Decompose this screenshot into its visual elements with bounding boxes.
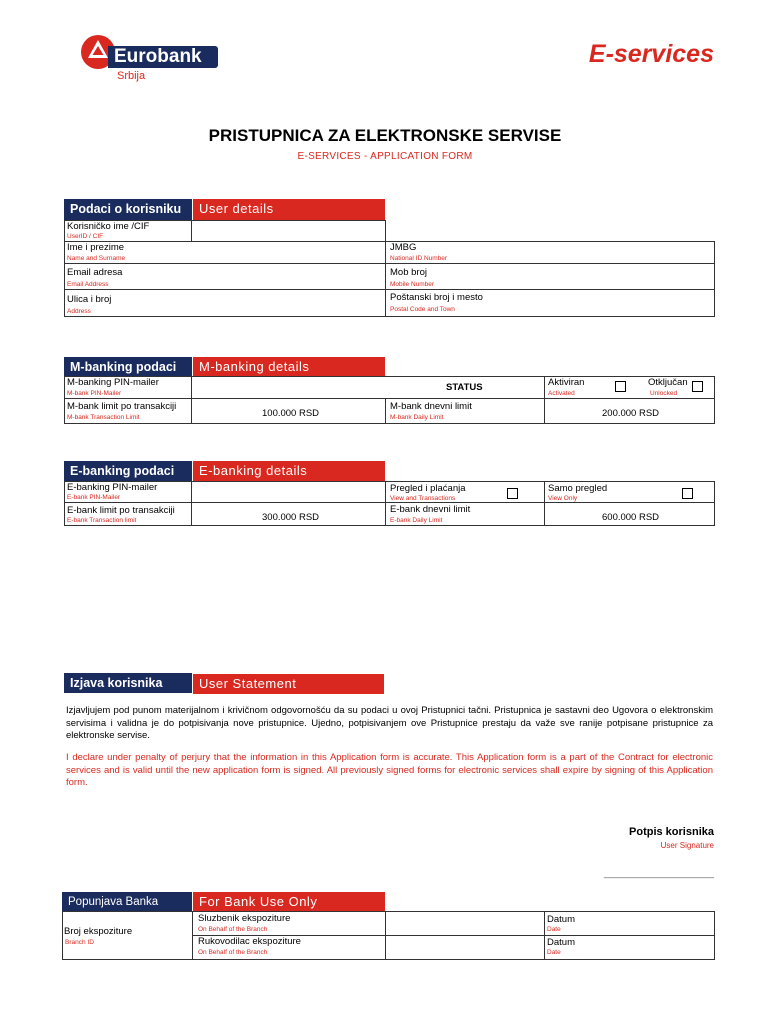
mbank-unlocked-label: Otključan [648, 377, 688, 388]
ebank-daily-sublabel: E-bank Daily Limit [390, 517, 443, 524]
mbank-daily-sublabel: M-bank Daily Limit [390, 414, 444, 421]
userid-sublabel: UserID / CIF [67, 233, 104, 240]
address-label: Ulica i broj [67, 294, 112, 305]
ebank-section-header-en: E-banking details [193, 461, 385, 482]
officer-sublabel: On Behalf of the Branch [198, 926, 268, 933]
mobile-sublabel: Mobile Number [390, 281, 435, 288]
mbank-limit-value: 100.000 RSD [262, 408, 320, 419]
mbank-daily-label: M-bank dnevni limit [390, 401, 472, 412]
officer-signature-field[interactable] [385, 911, 545, 936]
signature-sublabel: User Signature [660, 841, 714, 850]
date-label: Datum [547, 914, 575, 925]
page-subtitle: E-SERVICES - APPLICATION FORM [297, 151, 473, 162]
ebank-view-trans-sublabel: View and Transactions [390, 495, 456, 502]
userid-label: Korisničko ime /CIF [67, 221, 150, 232]
date-sublabel: Date [547, 926, 561, 933]
ebank-pin-label: E-banking PIN-mailer [67, 482, 158, 493]
officer-label: Sluzbenik ekspoziture [198, 913, 291, 924]
ebank-section-header-sr: E-banking podaci [64, 461, 192, 482]
mbank-section-header-en: M-banking details [193, 357, 385, 377]
eservices-title: E-services [588, 40, 714, 68]
ebank-view-trans-label: Pregled i plaćanja [390, 483, 466, 494]
ebank-view-only-sublabel: View Only [548, 495, 578, 502]
mbank-limit-sublabel: M-bank Transaction Limit [67, 414, 140, 421]
jmbg-sublabel: National ID Number [390, 255, 448, 262]
ebank-daily-value: 600.000 RSD [602, 512, 660, 523]
logo-country: Srbija [117, 70, 146, 82]
mbank-unlocked-checkbox[interactable] [692, 381, 703, 392]
page-title: PRISTUPNICA ZA ELEKTRONSKE SERVISE [208, 126, 562, 145]
ebank-limit-sublabel: E-bank Transaction limit [67, 517, 137, 524]
date2-sublabel: Date [547, 949, 561, 956]
mobile-field[interactable] [385, 263, 715, 290]
ebank-view-only-label: Samo pregled [548, 483, 608, 494]
ebank-limit-value: 300.000 RSD [262, 512, 320, 523]
name-sublabel: Name and Surname [67, 255, 126, 262]
ebank-daily-label: E-bank dnevni limit [390, 504, 471, 515]
logo-brand: Eurobank [114, 46, 202, 67]
statement-header-sr: Izjava korisnika [64, 673, 192, 693]
mbank-pin-label: M-banking PIN-mailer [67, 377, 159, 388]
userid-field-ext[interactable] [191, 220, 386, 242]
email-sublabel: Email Address [67, 281, 109, 288]
jmbg-label: JMBG [390, 242, 417, 253]
mbank-status-cell [191, 376, 545, 399]
date2-label: Datum [547, 937, 575, 948]
mbank-daily-value: 200.000 RSD [602, 408, 660, 419]
eurobank-logo [80, 30, 230, 90]
mbank-pin-sublabel: M-bank PIN-Mailer [67, 390, 122, 397]
ebank-limit-label: E-bank limit po transakciji [67, 505, 175, 516]
branch-id-label: Broj ekspoziture [64, 926, 133, 937]
ebank-view-only-checkbox[interactable] [682, 488, 693, 499]
ebank-pin-sublabel: E-bank PIN-Mailer [67, 494, 121, 501]
mbank-status-label: STATUS [446, 382, 483, 393]
ebank-view-trans-checkbox[interactable] [507, 488, 518, 499]
manager-signature-field[interactable] [385, 935, 545, 960]
statement-text-sr: Izjavljujem pod punom materijalnom i krivičnom odgovornošću da su podaci u ovoj Pristupnici tačni. Pristupnica je sastavni deo Ugovora o elektronskim servisima i validna je do potpisivanja nove pristupnice. Ujedno, potpisivanjem ove Pristupnice prestaju da važe sve ranije potpisane pristupnice za elektronske servise. [66, 705, 713, 741]
address-field[interactable] [64, 289, 386, 317]
statement-header-en: User Statement [193, 674, 384, 694]
postal-label: Poštanski broj i mesto [390, 292, 483, 303]
user-section-header-sr: Podaci o korisniku [64, 199, 192, 220]
mbank-unlocked-sublabel: Unlocked [650, 390, 678, 397]
bank-header-sr: Popunjava Banka [62, 892, 192, 912]
signature-label: Potpis korisnika [629, 826, 714, 838]
signature-line[interactable]: ______________________ [603, 868, 714, 878]
mbank-activated-checkbox[interactable] [615, 381, 626, 392]
manager-label: Rukovodilac ekspoziture [198, 936, 301, 947]
email-label: Email adresa [67, 267, 123, 278]
mbank-activated-sublabel: Activated [548, 390, 575, 397]
ebank-blank-cell [191, 481, 386, 503]
statement-text-en: I declare under penalty of perjury that the information in this Application form is accurate. This Application form is a part of the Contract for electronic services and is valid until the new application form is signed. All previously signed forms for electronic services shall expire by signing of this Application form. [66, 752, 713, 788]
mobile-label: Mob broj [390, 267, 427, 278]
user-section-header-en: User details [193, 199, 385, 220]
name-label: Ime i prezime [67, 242, 125, 253]
manager-sublabel: On Behalf of the Branch [198, 949, 268, 956]
branch-id-sublabel: Branch ID [65, 939, 94, 946]
address-sublabel: Address [67, 308, 91, 315]
postal-sublabel: Postal Code and Town [390, 306, 455, 313]
mbank-section-header-sr: M-banking podaci [64, 357, 192, 377]
bank-header-en: For Bank Use Only [193, 892, 385, 912]
mbank-activated-label: Aktiviran [548, 377, 585, 388]
mbank-limit-label: M-bank limit po transakciji [67, 401, 177, 412]
